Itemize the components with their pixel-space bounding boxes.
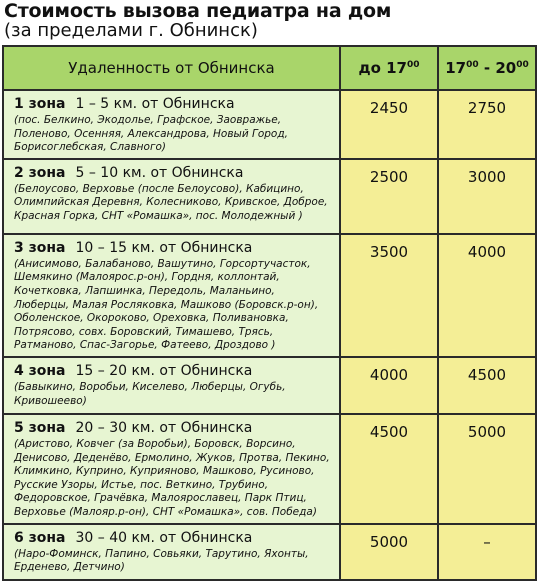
zone-cell	[3, 524, 340, 580]
zone-label: 6 зона	[14, 529, 66, 546]
zone-label: 5 зона	[14, 419, 66, 436]
zone-places: (Аристово, Ковчег (за Воробьи), Боровск, Ворсино, Денисово, Деденёво, Ермолино, Жуков, Протва, Пекино, Климкино, Куприно, Куприяново, Машково, Русиново, Русские Узоры, Истье, пос. Веткино, Трубино, Федоровское, Грачёвка, Малоярославец, Парк Птиц, Верховье (Малояр.р-он), СНТ «Ромашка», сов. Победа)	[14, 437, 330, 518]
price-day: 2500	[340, 159, 438, 234]
zone-range: 20 – 30 км. от Обнинска	[75, 419, 253, 436]
price-day: 4500	[340, 414, 438, 524]
price-day: 4000	[340, 357, 438, 414]
price-table	[2, 45, 537, 581]
table-row	[3, 524, 536, 580]
price-evening: 3000	[438, 159, 536, 234]
zone-places: (Наро-Фоминск, Папино, Совьяки, Тарутино, Яхонты, Ерденево, Детчино)	[14, 547, 309, 574]
table-row	[3, 414, 536, 524]
header-price-evening: $17^{00} - 20^{00}$	[438, 46, 536, 90]
price-evening: 4000	[438, 234, 536, 357]
zone-range: 1 – 5 км. от Обнинска	[75, 96, 235, 112]
zone-label: 1 зона	[14, 96, 66, 112]
zone-places: (пос. Белкино, Экодолье, Графское, Заовражье, Поленово, Осенняя, Александрова, Новый Город, Борисоглебская, Славного)	[14, 114, 288, 154]
zone-cell	[3, 357, 340, 414]
zone-range: 5 – 10 км. от Обнинска	[75, 164, 244, 181]
zone-label: 4 зона	[14, 362, 66, 379]
zone-places: (Белоусово, Верховье (после Белоусово), Кабицино, Олимпийская Деревня, Колесниково, Кривское, Доброе, Красная Горка, СНТ «Ромашка», пос. Молодежный )	[14, 182, 328, 222]
zone-cell	[3, 234, 340, 357]
table-row	[3, 357, 536, 414]
zone-places: (Бавыкино, Воробьи, Киселево, Люберцы, Огубь, Кривошеево)	[14, 380, 286, 407]
header-price-day: до $17^{00}$	[340, 46, 438, 90]
price-evening: 4500	[438, 357, 536, 414]
zone-label: 3 зона	[14, 239, 66, 256]
page-subtitle: (за пределами г. Обнинск)	[4, 20, 258, 41]
table-header-row	[3, 46, 536, 90]
price-evening: 2750	[438, 90, 536, 159]
zone-label: 2 зона	[14, 164, 66, 181]
zone-cell	[3, 90, 340, 159]
table-row	[3, 90, 536, 159]
price-day: 2450	[340, 90, 438, 159]
price-day: 5000	[340, 524, 438, 580]
page-title: Стоимость вызова педиатра на дом	[4, 0, 392, 22]
zone-cell	[3, 159, 340, 234]
table-row	[3, 159, 536, 234]
price-day: 3500	[340, 234, 438, 357]
zone-range: 15 – 20 км. от Обнинска	[75, 362, 253, 379]
zone-cell	[3, 414, 340, 524]
zone-range: 30 – 40 км. от Обнинска	[75, 529, 253, 546]
price-evening: 5000	[438, 414, 536, 524]
header-distance: Удаленность от Обнинска	[3, 46, 340, 90]
zone-range: 10 – 15 км. от Обнинска	[75, 239, 253, 256]
price-evening: –	[438, 524, 536, 580]
zone-places: (Анисимово, Балабаново, Вашутино, Горсортучасток, Шемякино (Малоярос.р-он), Гордня, коллонтай, Кочетковка, Лапшинка, Передоль, Маланьино, Люберцы, Малая Росляковка, Машково (Боровск.р-он), Оболенское, Окороково, Ореховка, Поливановка, Потрясово, совх. Боровский, Тимашево, Трясь, Ратманово, Спас-Загорье, Фатеево, Дроздово )	[14, 257, 319, 352]
table-row	[3, 234, 536, 357]
